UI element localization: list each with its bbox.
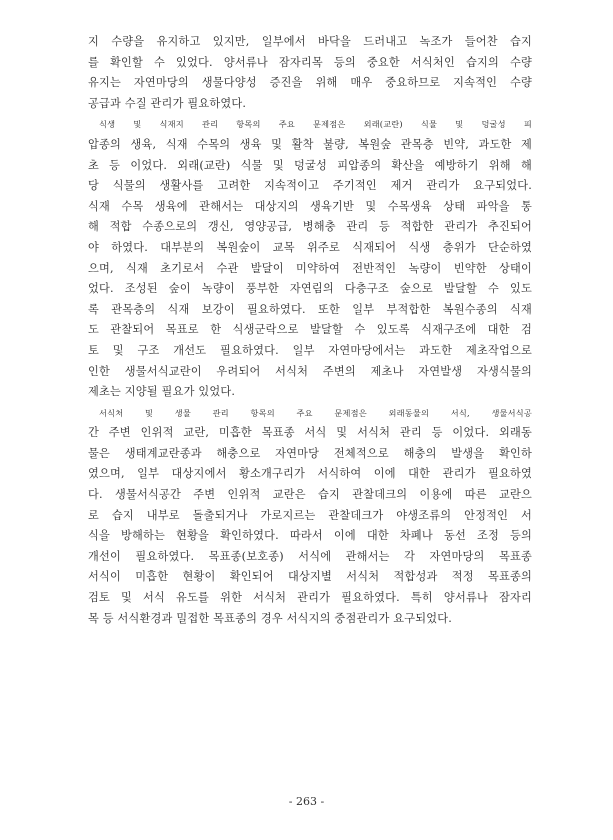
text-line: 인한 생물서식교란이 우려되어 서식처 주변의 제초나 자연발생 자생식물의 bbox=[88, 364, 532, 378]
text-line: 서식이 미흡한 현황이 확인되어 대상지별 서식처 적합성과 적정 목표종의 bbox=[88, 570, 532, 584]
text-line: 목 등 서식환경과 밀접한 목표종의 경우 서식지의 중점관리가 요구되었다. bbox=[88, 611, 453, 625]
text-line: 물은 생태계교란종과 해충으로 자연마당 전체적으로 해충의 발생을 확인하 bbox=[88, 446, 532, 460]
page-number: - 263 - bbox=[288, 795, 325, 808]
text-line: 해 적합 수종으로의 갱신, 영양공급, 병해충 관리 등 적합한 관리가 추진되어 bbox=[88, 220, 532, 234]
text-line: 유지는 자연마당의 생물다양성 증진을 위해 매우 중요하므로 지속적인 수량 bbox=[88, 76, 532, 90]
text-line: 다. 생물서식공간 주변 인위적 교란은 습지 관찰데크의 이용에 따른 교란으 bbox=[88, 488, 532, 502]
text-line: 당 식물의 생활사를 고려한 지속적이고 주기적인 제거 관리가 요구되었다. bbox=[88, 179, 532, 193]
text-line: 지 수량을 유지하고 있지만, 일부에서 바닥을 드러내고 녹조가 들어찬 습지 bbox=[88, 35, 532, 48]
text-line: 식재 수목 생육에 관해서는 대상지의 생육기반 및 수목생육 상태 파악을 통 bbox=[88, 199, 532, 213]
text-line: 도 관찰되어 목표로 한 식생군락으로 발달할 수 있도록 식재구조에 대한 검 bbox=[88, 323, 532, 337]
text-line: 개선이 필요하였다. 목표종(보호종) 서식에 관해서는 각 자연마당의 목표종 bbox=[88, 549, 532, 563]
paragraph-water-management bbox=[88, 32, 532, 114]
text-line: 록 관목층의 식재 보강이 필요하였다. 또한 일부 부적합한 복원수종의 식재 bbox=[88, 302, 532, 316]
text-line: 로 습지 내부로 돌출되거나 가로지르는 관찰데크가 야생조류의 안정적인 서 bbox=[88, 508, 532, 522]
text-line: 간 주변 인위적 교란, 미흡한 목표종 서식 및 서식처 관리 등 이었다. 외래동 bbox=[88, 426, 532, 440]
text-line: 으며, 식재 초기로서 수관 발달이 미약하여 전반적인 녹량이 빈약한 상태이 bbox=[88, 261, 532, 275]
text-line: 였으며, 일부 대상지에서 황소개구리가 서식하여 이에 대한 관리가 필요하였 bbox=[88, 467, 532, 481]
text-line: 압종의 생육, 식재 수목의 생육 및 활착 불량, 복원숲 관목층 빈약, 과도한 제 bbox=[88, 137, 532, 151]
text-line: 야 하였다. 대부분의 복원숲이 교목 위주로 식재되어 식생 층위가 단순하였 bbox=[88, 240, 532, 254]
text-line: 공급과 수질 관리가 필요하였다. bbox=[88, 96, 247, 110]
text-line: 토 및 구조 개선도 필요하였다. 일부 자연마당에서는 과도한 제초작업으로 bbox=[88, 343, 532, 357]
body-text bbox=[88, 32, 532, 629]
text-line: 식을 방해하는 현황을 확인하였다. 따라서 이에 대한 차폐나 동선 조정 등의 bbox=[88, 529, 532, 543]
paragraph-vegetation-management bbox=[88, 114, 532, 402]
text-line: 초 등 이었다. 외래(교란) 식물 및 덩굴성 피압종의 확산을 예방하기 위해 해 bbox=[88, 158, 532, 172]
text-line: 검토 및 서식 유도를 위한 서식처 관리가 필요하였다. 특히 양서류나 잠자리 bbox=[88, 591, 532, 605]
text-line: 었다. 조성된 숲이 녹량이 풍부한 자연림의 다층구조 숲으로 발달할 수 있도 bbox=[88, 282, 532, 296]
text-line: 를 확인할 수 있었다. 양서류나 잠자리목 등의 중요한 서식처인 습지의 수량 bbox=[88, 55, 532, 69]
text-line: 제초는 지양될 필요가 있었다. bbox=[88, 385, 236, 399]
text-line: 식생 및 식재지 관리 항목의 주요 문제점은 외래(교란) 식물 및 덩굴성 피 bbox=[99, 119, 532, 130]
text-line: 서식처 및 생물 관리 항목의 주요 문제점은 외래동물의 서식, 생물서식공 bbox=[99, 407, 532, 418]
paragraph-habitat-management bbox=[88, 403, 532, 630]
